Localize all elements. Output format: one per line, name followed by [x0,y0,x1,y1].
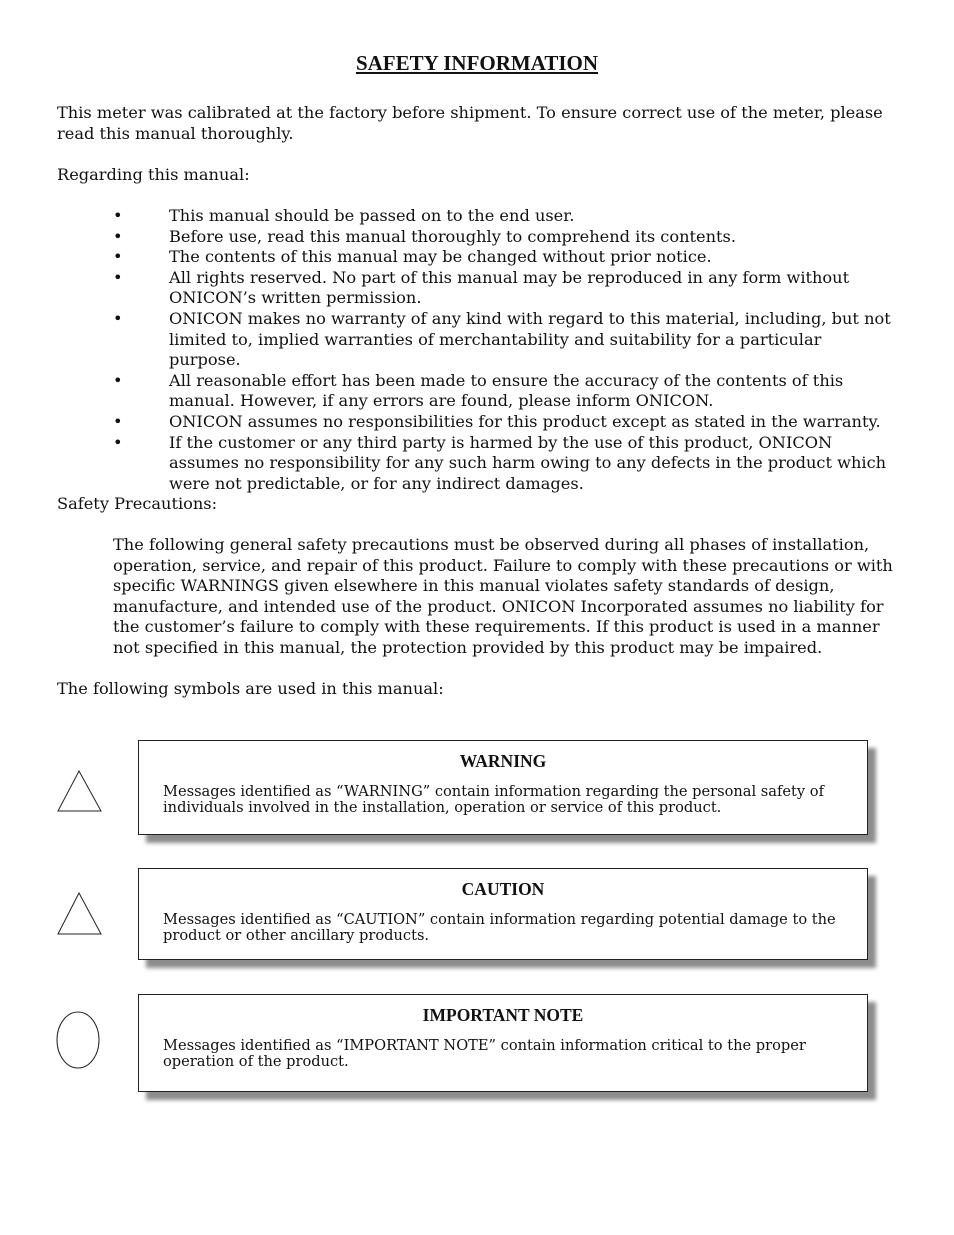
caution-title: CAUTION [461,879,545,899]
list-item: • All reasonable effort has been made to ensure the accuracy of the contents of this manual. However, if any errors are found, please inform ONICON. [113,370,844,411]
bullet-icon: • [113,432,123,452]
bullet-icon: • [113,308,123,328]
caution-notice-box [138,868,868,960]
list-item: • ONICON assumes no responsibilities for this product except as stated in the warranty. [113,411,881,431]
caution-text: Messages identified as “CAUTION” contain information regarding potential damage to the product or other ancillary products. [163,911,836,944]
list-item: • If the customer or any third party is harmed by the use of this product, ONICON assumes no responsibility for any such harm owing to any defects in the product which were not predictable, or for any indirect damages. [113,432,887,493]
bullet-icon: • [113,226,123,246]
manual-bullet-list [57,206,897,494]
list-item: • Before use, read this manual thoroughly to comprehend its contents. [113,226,736,246]
list-item: • The contents of this manual may be changed without prior notice. [113,247,712,267]
list-item: • This manual should be passed on to the end user. [113,206,575,225]
warning-notice-box [138,740,868,835]
caution-triangle-icon [57,891,103,936]
symbols-intro: The following symbols are used in this manual: [57,679,444,698]
warning-text: Messages identified as “WARNING” contain information regarding the personal safety of individuals involved in the installation, operation or service of this product. [163,783,824,816]
warning-title: WARNING [459,751,547,771]
page-title: SAFETY INFORMATION [355,51,599,75]
important-note-oval-icon [56,1010,102,1070]
bullet-icon: • [113,247,123,267]
bullet-icon: • [113,267,123,287]
safety-precautions-paragraph: The following general safety precautions must be observed during all phases of installation, operation, service, and repair of this product. Failure to comply with these precautions or with specific WARNINGS given elsewhere in this manual violates safety standards of design, manufacture, and intended use of the product. ONICON Incorporated assumes no liability for the customer’s failure to comply with these requirements. If this product is used in a manner not specified in this manual, the protection provided by this product may be impaired. [113,535,893,657]
important-note-title: IMPORTANT NOTE [422,1005,584,1025]
regarding-label: Regarding this manual: [57,165,250,184]
bullet-icon: • [113,411,123,431]
important-note-box [138,994,868,1092]
list-item: • ONICON makes no warranty of any kind with regard to this material, including, but not limited to, implied warranties of merchantability and suitability for a particular purpose. [113,308,891,370]
safety-precautions-label: Safety Precautions: [57,494,218,513]
bullet-icon: • [113,206,123,225]
bullet-icon: • [113,370,123,390]
important-note-text: Messages identified as “IMPORTANT NOTE” contain information critical to the proper operation of the product. [163,1037,806,1070]
intro-paragraph: This meter was calibrated at the factory before shipment. To ensure correct use of the meter, please read this manual thoroughly. [57,103,883,143]
list-item: • All rights reserved. No part of this manual may be reproduced in any form without ONICON’s written permission. [113,267,850,308]
warning-triangle-icon [57,769,103,813]
